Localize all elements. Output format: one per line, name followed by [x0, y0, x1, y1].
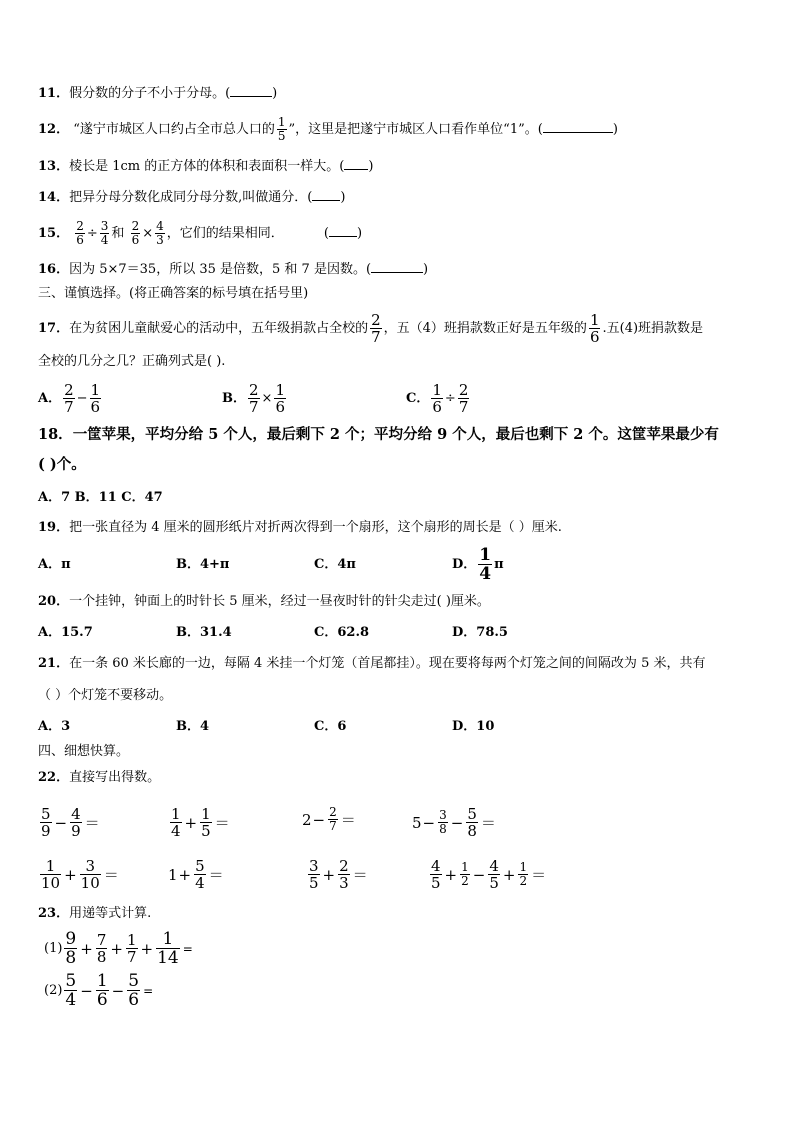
option-b[interactable]: B．4+π: [176, 557, 230, 572]
answer-blank[interactable]: [371, 260, 423, 273]
question-number: 19．: [38, 520, 70, 535]
option-c[interactable]: C．6: [314, 719, 347, 734]
option-c[interactable]: C． $\frac{1}{6}$ ÷ $\frac{2}{7}$: [406, 381, 469, 416]
question-text: ，它们的结果相同．: [166, 226, 284, 241]
question-21: [38, 656, 705, 672]
question-number: 11．: [38, 86, 70, 101]
option-b[interactable]: B．4: [176, 719, 210, 734]
calc-expression: $\frac{3}{5}$ + $\frac{2}{3}$ ＝: [309, 857, 368, 892]
question-text: 一个挂钟，钟面上的时针长 5 厘米，经过一昼夜时针的针尖走过( )厘米。: [69, 594, 490, 609]
question-number: 13．: [38, 159, 70, 174]
question-18-line2: ( )个。: [38, 456, 86, 473]
question-number: 12．: [38, 122, 70, 137]
calc-expression: $\frac{5}{9}$ − $\frac{4}{9}$ ＝: [41, 805, 100, 840]
fraction: $\frac{3}{4}$: [100, 219, 109, 247]
question-text: 假分数的分子不小于分母。(: [69, 86, 231, 101]
question-number: 14．: [38, 190, 70, 205]
question-text: .五(4)班捐款数是: [602, 321, 704, 336]
question-text: 因为 5×7＝35，所以 35 是倍数，5 和 7 是因数。(: [69, 262, 372, 277]
option-a[interactable]: A．3: [38, 719, 71, 734]
question-text: 直接写出得数。: [69, 770, 161, 785]
option-d[interactable]: D．78.5: [452, 625, 508, 640]
question-text: ”，这里是把遂宁市城区人口看作单位“1”。(: [288, 122, 543, 137]
option-d[interactable]: D． $\frac{1}{4}$ π: [452, 545, 504, 584]
option-a[interactable]: A． $\frac{2}{7}$ − $\frac{1}{6}$: [38, 381, 101, 416]
option-c[interactable]: C．4π: [314, 557, 356, 572]
fraction: $\frac{1}{5}$: [277, 115, 286, 143]
question-22: [38, 770, 160, 786]
operator: ×: [142, 226, 154, 241]
question-15: 15． $\frac{2}{6}$ ÷ $\frac{3}{4}$ 和 $\frac{2}{6}$ × $\frac{4}{3}$ ，它们的结果相同． ( ): [38, 219, 363, 247]
question-number: 20．: [38, 594, 70, 609]
calc-expression: (1) $\frac{9}{8}$ + $\frac{7}{8}$ + $\frac{1}{7}$ + $\frac{1}{14}$ =: [44, 929, 193, 968]
question-text: 在为贫困儿童献爱心的活动中，五年级捐款占全校的: [69, 321, 369, 336]
question-text: 棱长是 1cm 的正方体的体积和表面积一样大。(: [69, 159, 345, 174]
question-number: 15．: [38, 226, 70, 241]
answer-blank[interactable]: [344, 157, 368, 170]
question-13: 13．棱长是 1cm 的正方体的体积和表面积一样大。( ): [38, 159, 374, 174]
question-16: 16．因为 5×7＝35，所以 35 是倍数，5 和 7 是因数。( ): [38, 262, 429, 277]
question-number: 16．: [38, 262, 70, 277]
fraction: $\frac{4}{3}$: [156, 219, 164, 247]
option-a[interactable]: A．15.7: [38, 625, 93, 640]
calc-expression: 2 − $\frac{2}{7}$ ＝: [302, 805, 356, 833]
question-20: [38, 594, 490, 610]
question-19: [38, 520, 562, 536]
operator: ÷: [86, 226, 98, 241]
answer-blank[interactable]: [329, 224, 357, 237]
fraction: $\frac{2}{6}$: [131, 219, 140, 247]
fraction: $\frac{2}{7}$: [371, 311, 381, 346]
question-text: 一筐苹果，平均分给 5 个人，最后剩下 2 个；平均分给 9 个人，最后也剩下 2 个。这筐苹果最少有: [72, 426, 719, 443]
answer-blank[interactable]: [543, 120, 613, 133]
fraction: $\frac{2}{6}$: [76, 219, 84, 247]
question-number: 18．: [38, 426, 73, 443]
question-14: 14．把异分母分数化成同分母分数,叫做通分．( ): [38, 190, 346, 205]
section-heading: 四、细想快算。: [38, 744, 130, 759]
question-text: 把异分母分数化成同分母分数,叫做通分．(: [69, 190, 313, 205]
question-21-line2: （ ）个灯笼不要移动。: [38, 688, 173, 703]
question-text: 在一条 60 米长廊的一边，每隔 4 米挂一个灯笼（首尾都挂）。现在要将每两个灯笼之间的间隔改为 5 米，共有: [69, 656, 706, 671]
question-18-options[interactable]: A．7 B．11 C．47: [38, 490, 163, 505]
question-number: 22．: [38, 770, 70, 785]
answer-blank[interactable]: [312, 188, 340, 201]
question-11: 11．假分数的分子不小于分母。( ): [38, 86, 278, 101]
section-heading: 三、谨慎选择。(将正确答案的标号填在括号里): [38, 286, 309, 301]
calc-expression: $\frac{4}{5}$ + $\frac{1}{2}$ − $\frac{4}{5}$ + $\frac{1}{2}$ ＝: [431, 857, 547, 892]
question-number: 23．: [38, 906, 70, 921]
calc-expression: (2) $\frac{5}{4}$ − $\frac{1}{6}$ − $\frac{5}{6}$ =: [44, 971, 154, 1010]
question-17-line2: 全校的几分之几？正确列式是( ).: [38, 354, 226, 369]
calc-expression: 1 + $\frac{5}{4}$ ＝: [168, 857, 224, 892]
option-c[interactable]: C．62.8: [314, 625, 370, 640]
option-b[interactable]: B． $\frac{2}{7}$ × $\frac{1}{6}$: [222, 381, 285, 416]
calc-expression: $\frac{1}{4}$ + $\frac{1}{5}$ ＝: [171, 805, 230, 840]
option-d[interactable]: D．10: [452, 719, 495, 734]
question-text: ，五（4）班捐款数正好是五年级的: [383, 321, 587, 336]
question-17: [38, 312, 703, 345]
answer-blank[interactable]: [230, 84, 272, 97]
question-number: 17．: [38, 321, 70, 336]
question-text: “遂宁市城区人口约占全市总人口的: [73, 122, 275, 137]
fraction: $\frac{1}{6}$: [589, 311, 600, 346]
question-23: [38, 906, 151, 922]
question-12: 12． “遂宁市城区人口约占全市总人口的 $\frac{1}{5}$ ”，这里是把遂宁市城区人口看作单位“1”。( ): [38, 115, 618, 143]
option-a[interactable]: A．π: [38, 557, 71, 572]
calc-expression: 5 − $\frac{3}{8}$ − $\frac{5}{8}$ ＝: [412, 805, 496, 840]
calc-expression: $\frac{1}{10}$ + $\frac{3}{10}$ ＝: [41, 857, 119, 892]
question-text: 把一张直径为 4 厘米的圆形纸片对折两次得到一个扇形，这个扇形的周长是（ ）厘米.: [69, 520, 562, 535]
option-b[interactable]: B．31.4: [176, 625, 232, 640]
question-number: 21．: [38, 656, 70, 671]
question-18: [38, 427, 719, 443]
question-text: 用递等式计算.: [69, 906, 152, 921]
